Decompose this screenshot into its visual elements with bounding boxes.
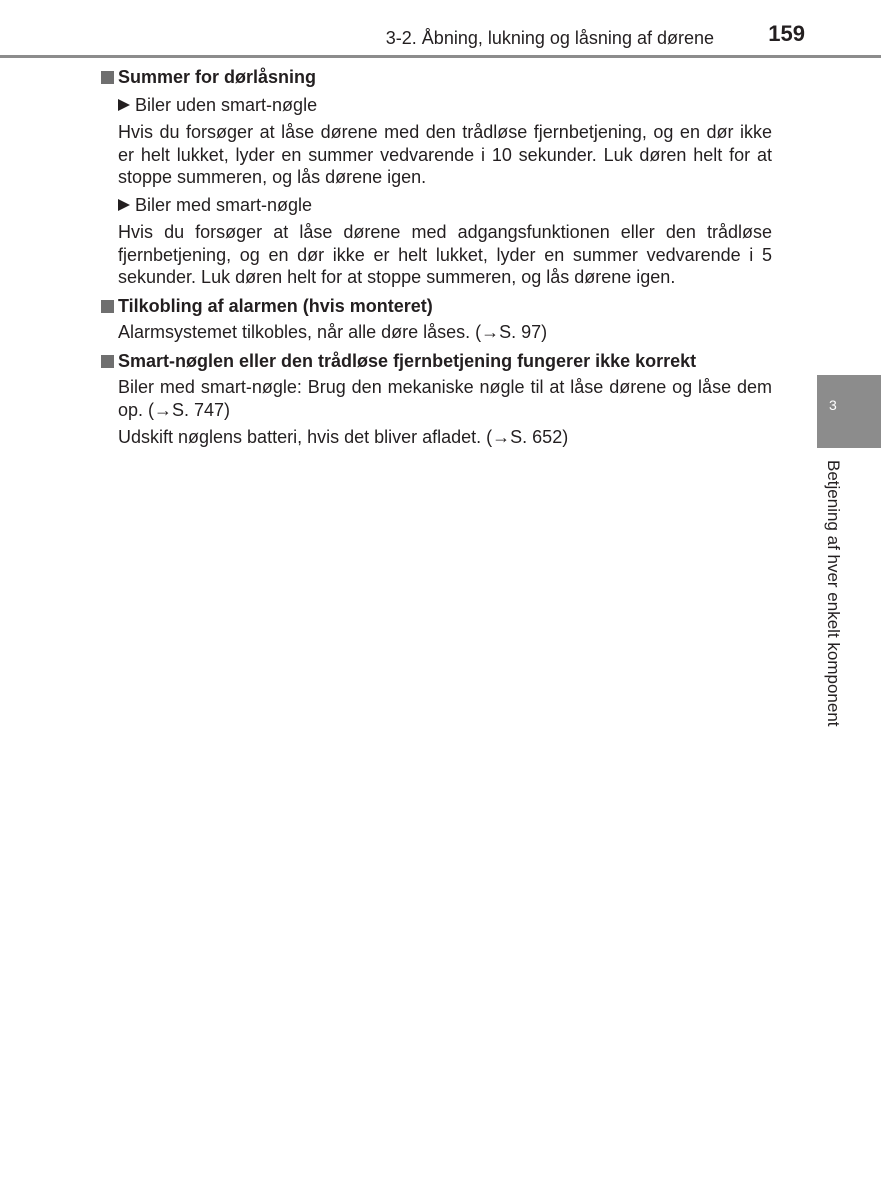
subheading-without-smart-key [118,94,772,117]
subheading-text: Biler med smart-nøgle [135,194,313,215]
section-title: 3-2. Åbning, lukning og låsning af dørene [385,28,714,48]
square-bullet-icon [101,71,114,84]
chapter-number: 3 [829,397,837,413]
triangle-bullet-icon [118,99,130,111]
section-heading-buzzer [100,66,772,89]
heading-text: Tilkobling af alarmen (hvis monteret) [118,295,433,316]
paragraph-mechanical-key: Biler med smart-nøgle: Brug den mekaniske nøgle til at låse dørene og låse dem op. (→S. 747) [118,377,772,420]
section-heading-alarm [100,295,772,318]
paragraph-buzzer-smart-key: Hvis du forsøger at låse dørene med adgangsfunktionen eller den trådløse fjernbetjening, og en dør ikke er helt lukket, lyder en summer vedvarende i 5 sekunder. Luk døren helt for at stoppe summeren, og lås dørene igen. [118,222,772,287]
triangle-bullet-icon [118,199,130,211]
page-number: 159 [768,21,805,46]
paragraph-alarm: Alarmsystemet tilkobles, når alle døre låses. (→S. 97) [118,322,548,342]
header-divider [0,55,881,58]
paragraph-battery: Udskift nøglens batteri, hvis det bliver afladet. (→S. 652) [118,427,569,447]
subheading-with-smart-key [118,194,772,217]
subheading-text: Biler uden smart-nøgle [135,94,318,115]
page-content [100,66,772,449]
square-bullet-icon [101,300,114,313]
chapter-tab [817,375,881,448]
heading-text: Summer for dørlåsning [118,67,317,87]
page-header [0,0,881,58]
chapter-label: Betjening af hver enkelt komponent [824,460,843,727]
heading-text: Smart-nøglen eller den trådløse fjernbetjening fungerer ikke korrekt [118,350,697,371]
paragraph-buzzer-remote: Hvis du forsøger at låse dørene med den trådløse fjernbetjening, og en dør ikke er helt lukket, lyder en summer vedvarende i 10 sekunder. Luk døren helt for at stoppe summeren, og lås dørene igen. [118,122,772,187]
square-bullet-icon [101,355,114,368]
section-heading-malfunction [100,350,772,373]
